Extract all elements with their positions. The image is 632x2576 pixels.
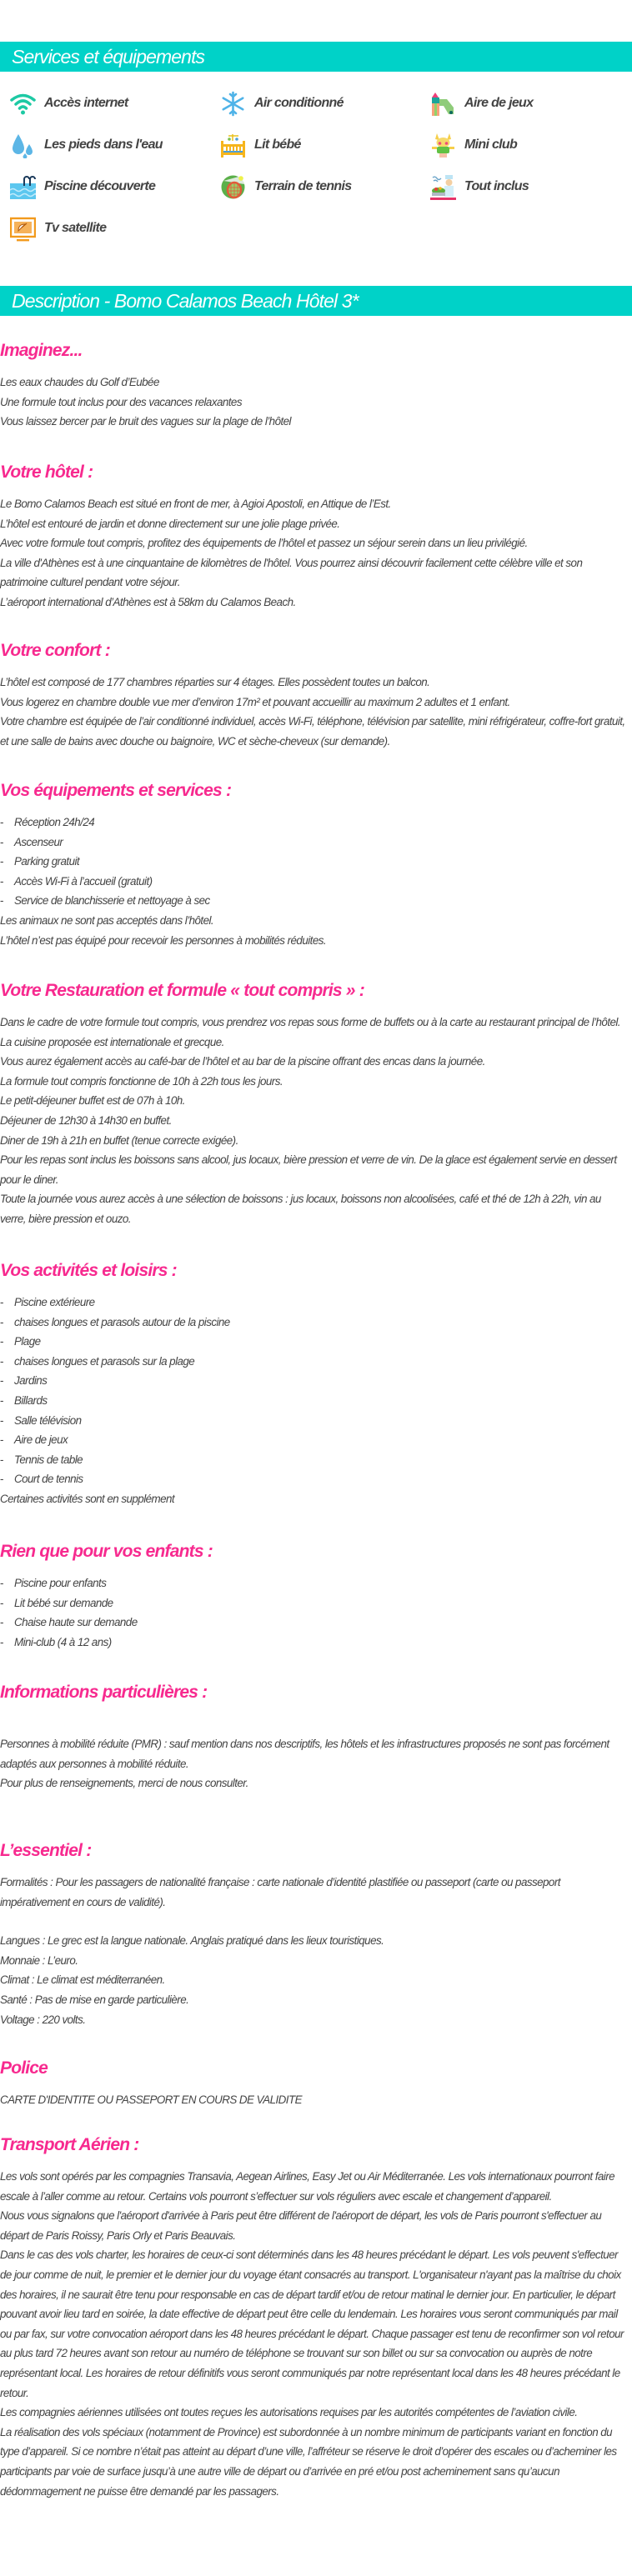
list-item: - Plage xyxy=(0,1335,41,1348)
list-item: - Jardins xyxy=(0,1374,48,1388)
list-item: - Parking gratuit xyxy=(0,855,80,868)
list-item: - Mini-club (4 à 12 ans) xyxy=(0,1635,112,1648)
section-transport xyxy=(0,2133,625,2501)
service-label: Piscine découverte xyxy=(44,179,156,193)
section-activites xyxy=(0,1259,625,1509)
list-item: - Billards xyxy=(0,1393,48,1407)
paragraph-line: Toute la journée vous aurez accès à une sélection de boissons : jus locaux, boissons non alcoolisées, café et thé de 12h à 22h, vin au verre, bière pression et ouzo. xyxy=(0,1193,601,1225)
section-title: Votre Restauration et formule « tout compris » : xyxy=(0,981,364,1000)
section-equipements xyxy=(0,779,625,950)
section-title: L’essentiel : xyxy=(0,1841,92,1860)
service-item-all-inclusive xyxy=(430,172,529,202)
police-text: CARTE D'IDENTITE OU PASSEPORT EN COURS DE VALIDITE xyxy=(0,2093,302,2106)
list-item: - Chaise haute sur demande xyxy=(0,1616,138,1629)
paragraph-line: L’aéroport international d’Athènes est à 58km du Calamos Beach. xyxy=(0,595,296,608)
paragraph-line: Diner de 19h à 21h en buffet (tenue correcte exigée). xyxy=(0,1133,238,1147)
list-item: - Réception 24h/24 xyxy=(0,816,95,828)
service-label: Lit bébé xyxy=(254,138,301,152)
service-label: Les pieds dans l'eau xyxy=(44,138,163,152)
section-title: Votre confort : xyxy=(0,641,110,660)
water-drops-icon xyxy=(10,133,36,158)
paragraph-line: Le petit-déjeuner buffet est de 07h à 10h. xyxy=(0,1094,185,1108)
formalites-text: Formalités : Pour les passagers de nationalité française : carte nationale d’identité plastifiée ou passeport (carte ou passeport impérativement en cours de validité). xyxy=(0,1876,560,1908)
paragraph-line: Santé : Pas de mise en garde particulière. xyxy=(0,1993,189,2006)
list-item: - Court de tennis xyxy=(0,1473,83,1486)
service-item-mini-club xyxy=(430,130,517,160)
section-police xyxy=(0,2057,625,2110)
paragraph-line: Les animaux ne sont pas acceptés dans l’hôtel. xyxy=(0,913,214,927)
paragraph-line: Dans le cadre de votre formule tout compris, vous prendrez vos repas sous forme de buffets ou à la carte au restaurant principal de l’hôtel. La cuisine proposée est internationale et grecque. xyxy=(0,1016,620,1048)
section-enfants xyxy=(0,1540,625,1652)
paragraph-line: La formule tout compris fonctionne de 10h à 22h tous les jours. xyxy=(0,1074,283,1088)
paragraph-line: Nous vous signalons que l'aéroport d'arrivée à Paris peut être différent de l'aéroport de départ, les vols de Paris pourront s'effectuer au départ de Paris Roissy, Paris Orly et Paris Beauvais. xyxy=(0,2209,602,2242)
paragraph-line: Vous laissez bercer par le bruit des vagues sur la plage de l’hôtel xyxy=(0,415,291,428)
service-item-playground xyxy=(430,88,533,118)
paragraph-line: Langues : Le grec est la langue nationale. Anglais pratiqué dans les lieux touristiques. xyxy=(0,1934,384,1948)
paragraph-line: La réalisation des vols spéciaux (notamment de Province) est subordonnée à un nombre minimum de participants variant en fonction du type d’appareil. Si ce nombre n’était pas atteint au départ d’une ville, l’affréteur se réserve le droit d’opérer des escales ou d’acheminer les participants par voie de surface jusqu’à une autre ville de départ ou d’arrivée en pré et/ou post acheminement sans qu’aucun dédommagement ne puisse être demandé par les passagers. xyxy=(0,2425,617,2498)
list-item: - chaises longues et parasols autour de la piscine xyxy=(0,1315,230,1328)
section-hotel xyxy=(0,461,625,613)
list-item: - Accès Wi-Fi à l’accueil (gratuit) xyxy=(0,874,153,888)
section-title: Police xyxy=(0,2058,48,2078)
paragraph-line: Le Bomo Calamos Beach est situé en front de mer, à Agioi Apostoli, en Attique de l’Est. xyxy=(0,498,391,510)
paragraph-line: Votre chambre est équipée de l’air conditionné individuel, accès Wi-Fi, téléphone, télévision par satellite, mini réfrigérateur, coffre-fort gratuit, et une salle de bains avec douche ou baignoire, WC et sèche-cheveux (sur demande). xyxy=(0,715,625,748)
services-header-bar xyxy=(0,42,632,72)
service-item-tennis xyxy=(220,172,351,202)
baby-crib-icon xyxy=(220,133,246,158)
list-item: - Tennis de table xyxy=(0,1453,83,1466)
section-title: Votre hôtel : xyxy=(0,463,93,482)
paragraph-line: Personnes à mobilité réduite (PMR) : sauf mention dans nos descriptifs, les hôtels et les infrastructures proposés ne sont pas forcément adaptés aux personnes à mobilité réduite. xyxy=(0,1738,609,1770)
list-item: - chaises longues et parasols sur la plage xyxy=(0,1354,195,1368)
paragraph-line: Une formule tout inclus pour des vacances relaxantes xyxy=(0,395,242,408)
list-item: - Service de blanchisserie et nettoyage à sec xyxy=(0,894,210,908)
description-header-bar xyxy=(0,286,632,316)
tennis-racket-icon xyxy=(220,174,246,200)
service-label: Aire de jeux xyxy=(464,96,534,110)
paragraph-line: Vous aurez également accès au café-bar de l’hôtel et au bar de la piscine offrant des encas dans la journée. xyxy=(0,1055,485,1068)
service-item-satellite-tv xyxy=(10,213,106,243)
satellite-tv-icon xyxy=(10,216,36,242)
section-title: Imaginez... xyxy=(0,341,83,360)
services-title: Services et équipements xyxy=(12,46,205,68)
service-item-beachfront xyxy=(10,130,163,160)
section-confort xyxy=(0,639,625,751)
service-label: Mini club xyxy=(464,138,518,152)
list-item: - Piscine extérieure xyxy=(0,1296,95,1308)
section-essentiel xyxy=(0,1839,625,2029)
list-item: - Piscine pour enfants xyxy=(0,1577,107,1589)
service-item-baby-cot xyxy=(220,130,301,160)
section-title: Vos activités et loisirs : xyxy=(0,1261,177,1280)
paragraph-line: Certaines activités sont en supplément xyxy=(0,1492,175,1505)
paragraph-line: Les vols sont opérés par les compagnies Transavia, Aegean Airlines, Easy Jet ou Air Méditerranée. Les vols internationaux pourront faire escale à l’aller comme au retour. Certains vols pourront s’effectuer sur vols réguliers avec escale et changement d’appareil. xyxy=(0,2170,615,2203)
section-title: Vos équipements et services : xyxy=(0,781,232,800)
list-item: - Lit bébé sur demande xyxy=(0,1596,113,1609)
paragraph-line: L’hôtel est entouré de jardin et donne directement sur une jolie plage privée. xyxy=(0,517,340,530)
service-label: Tv satellite xyxy=(44,221,107,235)
paragraph-line: L’hôtel n’est pas équipé pour recevoir les personnes à mobilités réduites. xyxy=(0,933,327,947)
paragraph-line: Monnaie : L’euro. xyxy=(0,1953,78,1967)
service-label: Air conditionné xyxy=(254,96,344,110)
service-label: Terrain de tennis xyxy=(254,179,352,193)
pool-ladder-icon xyxy=(10,174,36,200)
paragraph-line: L’hôtel est composé de 177 chambres réparties sur 4 étages. Elles possèdent toutes un balcon. xyxy=(0,676,430,688)
paragraph-line: Vous logerez en chambre double vue mer d’environ 17m² et pouvant accueillir au maximum 2 adultes et 1 enfant. xyxy=(0,695,510,708)
paragraph-line: Pour plus de renseignements, merci de nous consulter. xyxy=(0,1777,248,1790)
paragraph-line: Avec votre formule tout compris, profitez des équipements de l’hôtel et passez un séjour serein dans un lieu privilégié. xyxy=(0,537,528,550)
list-item: - Salle télévision xyxy=(0,1413,82,1427)
service-item-internet xyxy=(10,88,128,118)
service-item-air-conditioning xyxy=(220,88,344,118)
paragraph-line: Les compagnies aériennes utilisées ont toutes reçues les autorisations requises par les autorités compétentes de l’aviation civile. xyxy=(0,2406,578,2419)
playground-slide-icon xyxy=(430,91,456,117)
service-label: Accès internet xyxy=(44,96,128,110)
list-item: - Aire de jeux xyxy=(0,1433,68,1447)
service-label: Tout inclus xyxy=(464,179,529,193)
paragraph-line: Voltage : 220 volts. xyxy=(0,2013,86,2026)
section-restauration xyxy=(0,979,625,1229)
paragraph-line: La ville d'Athènes est à une cinquantaine de kilomètres de l'hôtel. Vous pourrez ainsi découvrir facilement cette célèbre ville et son patrimoine culturel pendant votre séjour. xyxy=(0,556,583,589)
snowflake-icon xyxy=(220,91,246,117)
section-imaginez xyxy=(0,339,625,432)
section-title: Rien que pour vos enfants : xyxy=(0,1542,213,1561)
service-item-outdoor-pool xyxy=(10,172,155,202)
paragraph-line: Dans le cas des vols charter, les horaires de ceux-ci sont déterminés dans les 48 heures précédant le départ. Les vols peuvent s'effectuer de jour comme de nuit, le premier et le dernier jour du voyage étant consacrés au transport. L'organisateur n'ayant pas la maîtrise du choix des horaires, il ne saurait être tenu pour responsable en cas de départ tardif et/ou de retour matinal le dernier jour. En particulier, le départ pouvant avoir lieu tard en soirée, la date effective de départ peut être celle du lendemain. Les horaires vous seront communiqués par mail ou par fax, sur votre convocation aéroport dans les 48 heures précédant le départ. Chaque passager est tenu de reconfirmer son vol retour au plus tard 72 heures avant son retour au numéro de téléphone se trouvant sur son billet ou sur sa convocation ou auprès de notre représentant local. Les horaires de retour définitifs vous seront communiqués par notre représentant local dans les 48 heures précédant le retour. xyxy=(0,2248,624,2399)
paragraph-line: Climat : Le climat est méditerranéen. xyxy=(0,1973,165,1987)
section-informations xyxy=(0,1681,625,1793)
paragraph-line: Déjeuner de 12h30 à 14h30 en buffet. xyxy=(0,1113,172,1127)
list-item: - Ascenseur xyxy=(0,835,63,848)
kids-mascot-icon xyxy=(430,133,456,158)
chef-buffet-icon xyxy=(430,174,456,200)
paragraph-line: Pour les repas sont inclus les boissons sans alcool, jus locaux, bière pression et verre de vin. De la glace est également servie en dessert pour le diner. xyxy=(0,1153,617,1186)
wifi-icon xyxy=(10,91,36,117)
paragraph-line: Les eaux chaudes du Golf d’Eubée xyxy=(0,376,159,388)
section-title: Informations particulières : xyxy=(0,1683,208,1702)
description-title: Description - Bomo Calamos Beach Hôtel 3* xyxy=(12,290,359,312)
section-title: Transport Aérien : xyxy=(0,2135,139,2154)
